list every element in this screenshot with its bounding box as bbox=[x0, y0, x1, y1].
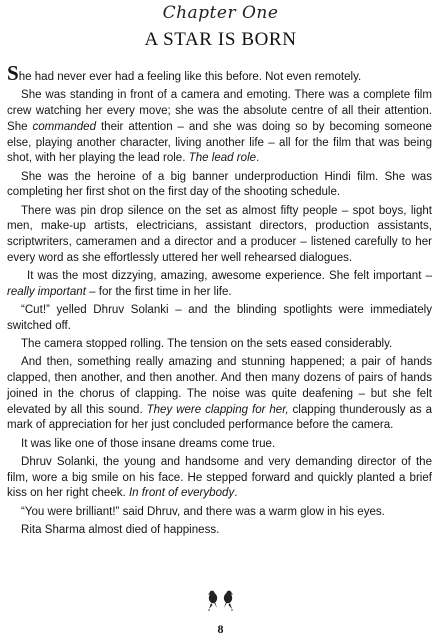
paragraph-11: “You were brilliant!” said Dhruv, and there was a warm glow in his eyes. bbox=[21, 505, 385, 518]
paragraph-3: She was the heroine of a big banner underproduction Hindi film. She was completing her first shot on the first day of the shooting schedule. bbox=[7, 170, 432, 199]
page-number: 8 bbox=[217, 622, 224, 636]
chapter-title: A STAR IS BORN bbox=[144, 29, 297, 50]
chapter-label: Chapter One bbox=[162, 3, 279, 23]
paragraph-9: It was like one of those insane dreams come true. bbox=[21, 437, 276, 450]
paragraph-4: There was pin drop silence on the set as almost fifty people – spot boys, light men, make-up artists, electricians, assistant directors, production assistants, scriptwriters, cameramen and a director and a producer – listened carefully to her every word as she effortlessly uttered her well rehearsed dialogues. bbox=[7, 204, 432, 264]
paragraph-2: She was standing in front of a camera and emoting. There was a complete film crew watching her every move; she was the absolute centre of all their attention. She commanded their attention – and she was doing so by becoming someone else, playing another character, living another life – all for the film that was being shot, with her playing the lead role. The lead role. bbox=[7, 89, 432, 165]
paragraph-7: The camera stopped rolling. The tension on the sets eased considerably. bbox=[21, 338, 393, 351]
two-birds-ornament-icon bbox=[0, 590, 441, 617]
birds-ornament-svg bbox=[204, 590, 238, 612]
paragraph-12: Rita Sharma almost died of happiness. bbox=[21, 523, 220, 536]
paragraph-1: She had never ever had a feeling like this before. Not even remotely. bbox=[7, 61, 362, 85]
chapter-body bbox=[7, 61, 432, 541]
paragraph-5: It was the most dizzying, amazing, awesome experience. She felt important – really important – for the first time in her life. bbox=[7, 270, 432, 298]
drop-cap: S bbox=[7, 61, 19, 85]
paragraph-8: And then, something really amazing and stunning happened; a pair of hands clapped, then another, and then another. And then many dozens of pairs of hands joined in the chorus of clapping. The noise was quite deafening – but she felt elevated by all this sound. They were clapping for her, clapping thunderously as a mark of appreciation for her just concluded performance before the camera. bbox=[7, 356, 432, 432]
paragraph-10: Dhruv Solanki, the young and handsome and very demanding director of the film, wore a big smile on his face. He stepped forward and quickly planted a brief kiss on her right cheek. In front of everybody. bbox=[7, 455, 432, 500]
paragraph-6: “Cut!” yelled Dhruv Solanki – and the blinding spotlights were immediately switched off. bbox=[7, 304, 432, 332]
